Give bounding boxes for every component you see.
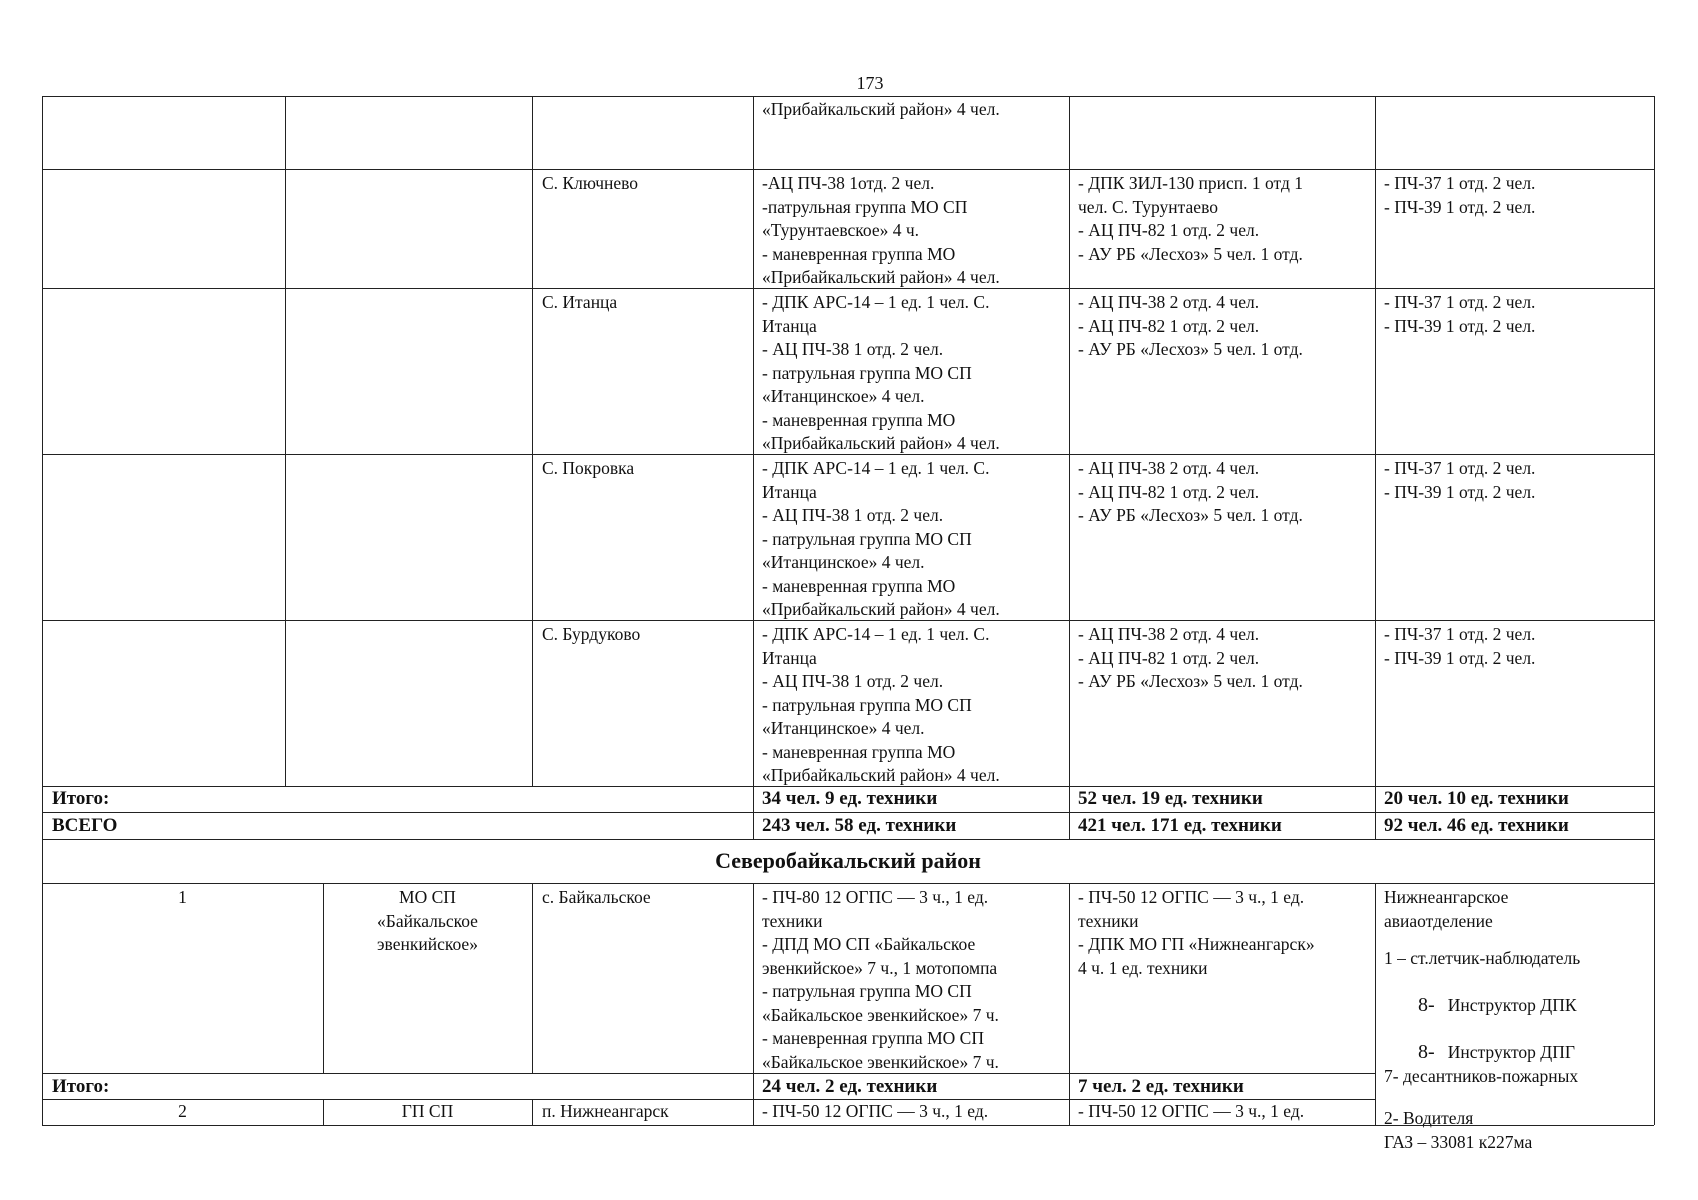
table-rule [1375,96,1376,839]
table-rule [753,96,754,839]
table-rule [753,883,754,1125]
severo-totals-forces: 24 чел. 2 ед. техники [762,1076,938,1097]
aviation-staff-line: ГАЗ – 33081 к227ма [1384,1131,1533,1152]
aviation-staff-line: 1 – ст.летчик-наблюдатель [1384,948,1581,968]
table-rule [532,883,533,1073]
totals-label: Итого: [52,788,110,809]
table-rule [1069,96,1070,839]
table-cell-forces: - ДПК АРС-14 – 1 ед. 1 чел. С. Итанца - АЦ ПЧ-38 1 отд. 2 чел. - патрульная группа МО СП «Итанцинское» 4 чел. - маневренная группа МО «Прибайкальский район» 4 чел. [762,458,1000,619]
table-cell-reserve: - ПЧ-50 12 ОГПС — 3 ч., 1 ед. техники - ДПК МО ГП «Нижнеангарск» 4 ч. 1 ед. техники [1078,887,1315,978]
table-cell-reserve: - АЦ ПЧ-38 2 отд. 4 чел. - АЦ ПЧ-82 1 отд. 2 чел. - АУ РБ «Лесхоз» 5 чел. 1 отд. [1078,292,1303,359]
table-rule [532,96,533,786]
table-cell-forces: - ПЧ-50 12 ОГПС — 3 ч., 1 ед. [762,1101,989,1121]
table-cell-forces: - ДПК АРС-14 – 1 ед. 1 чел. С. Итанца - АЦ ПЧ-38 1 отд. 2 чел. - патрульная группа МО СП «Итанцинское» 4 чел. - маневренная группа МО «Прибайкальский район» 4 чел. [762,292,1000,453]
totals-reserve: 52 чел. 19 ед. техники [1078,788,1263,809]
table-cell-municipality: ГП СП [401,1101,454,1121]
aviation-staff-line: 7- десантников-пожарных [1384,1065,1579,1086]
table-cell-settlement: С. Ключнево [542,173,639,193]
table-cell-reserve: - АЦ ПЧ-38 2 отд. 4 чел. - АЦ ПЧ-82 1 отд. 2 чел. - АУ РБ «Лесхоз» 5 чел. 1 отд. [1078,624,1303,691]
table-rule [42,883,1654,884]
table-rule [532,1099,533,1125]
table-cell-other: - ПЧ-37 1 отд. 2 чел. - ПЧ-39 1 отд. 2 чел. [1384,292,1536,336]
page-number: 173 [856,73,884,93]
table-cell-reserve: - ПЧ-50 12 ОГПС — 3 ч., 1 ед. [1078,1101,1305,1121]
table-rule [1375,883,1376,1125]
aviation-staff-line: 2- Водителя [1384,1108,1474,1128]
aviation-unit-info [1384,886,1652,1154]
table-cell-settlement: с. Байкальское [542,887,651,907]
table-rule [285,96,286,786]
grand-total-forces: 243 чел. 58 ед. техники [762,815,957,836]
aviation-unit-title: Нижнеангарское авиаотделение [1384,887,1509,931]
table-rule [1069,883,1070,1125]
table-cell-number: 1 [178,887,187,907]
table-rule [42,96,43,1125]
table-cell-settlement: С. Бурдуково [542,624,641,644]
aviation-staff-line: 8- Инструктор ДПК [1418,994,1577,1016]
aviation-staff-line: 8- Инструктор ДПГ [1418,1041,1575,1063]
table-rule [42,812,1654,813]
table-cell-settlement: С. Итанца [542,292,618,312]
table-cell-forces: - ПЧ-80 12 ОГПС — 3 ч., 1 ед. техники - ДПД МО СП «Байкальское эвенкийское» 7 ч., 1 мотопомпа - патрульная группа МО СП «Байкальское эвенкийское» 7 ч. - маневренная группа МО СП «Байкальское эвенкийское» 7 ч. [762,887,999,1072]
grand-total-reserve: 421 чел. 171 ед. техники [1078,815,1282,836]
table-cell-other: - ПЧ-37 1 отд. 2 чел. - ПЧ-39 1 отд. 2 чел. [1384,173,1536,217]
table-cell-reserve: - ДПК ЗИЛ-130 присп. 1 отд 1 чел. С. Турунтаево - АЦ ПЧ-82 1 отд. 2 чел. - АУ РБ «Лесхоз» 5 чел. 1 отд. [1078,173,1304,264]
totals-other: 20 чел. 10 ед. техники [1384,788,1569,809]
table-cell-number: 2 [178,1101,187,1121]
table-cell-settlement: С. Покровка [542,458,635,478]
section-title: Северобайкальский район [715,848,981,873]
fire-forces-table [42,96,1654,1152]
table-rule [42,169,1654,170]
table-cell-reserve: - АЦ ПЧ-38 2 отд. 4 чел. - АЦ ПЧ-82 1 отд. 2 чел. - АУ РБ «Лесхоз» 5 чел. 1 отд. [1078,458,1303,525]
table-cell-other: - ПЧ-37 1 отд. 2 чел. - ПЧ-39 1 отд. 2 чел. [1384,458,1536,502]
table-rule [1654,96,1655,1125]
table-rule [42,96,1654,97]
table-cell-settlement: п. Нижнеангарск [542,1101,669,1121]
severo-totals-reserve: 7 чел. 2 ед. техники [1078,1076,1244,1097]
table-cell-other: - ПЧ-37 1 отд. 2 чел. - ПЧ-39 1 отд. 2 чел. [1384,624,1536,668]
table-cell-forces: - ДПК АРС-14 – 1 ед. 1 чел. С. Итанца - АЦ ПЧ-38 1 отд. 2 чел. - патрульная группа МО СП «Итанцинское» 4 чел. - маневренная группа МО «Прибайкальский район» 4 чел. [762,624,1000,785]
table-rule [42,839,1654,840]
table-cell-municipality: МО СП «Байкальское эвенкийское» [377,887,478,954]
totals-forces: 34 чел. 9 ед. техники [762,788,938,809]
table-cell-forces: «Прибайкальский район» 4 чел. [762,99,1000,119]
table-cell-forces: -АЦ ПЧ-38 1отд. 2 чел. -патрульная группа МО СП «Турунтаевское» 4 ч. - маневренная группа МО «Прибайкальский район» 4 чел. [762,173,1000,287]
grand-total-label: ВСЕГО [52,815,118,836]
grand-total-other: 92 чел. 46 ед. техники [1384,815,1569,836]
table-rule [42,1073,1375,1074]
severo-totals-label: Итого: [52,1076,110,1097]
